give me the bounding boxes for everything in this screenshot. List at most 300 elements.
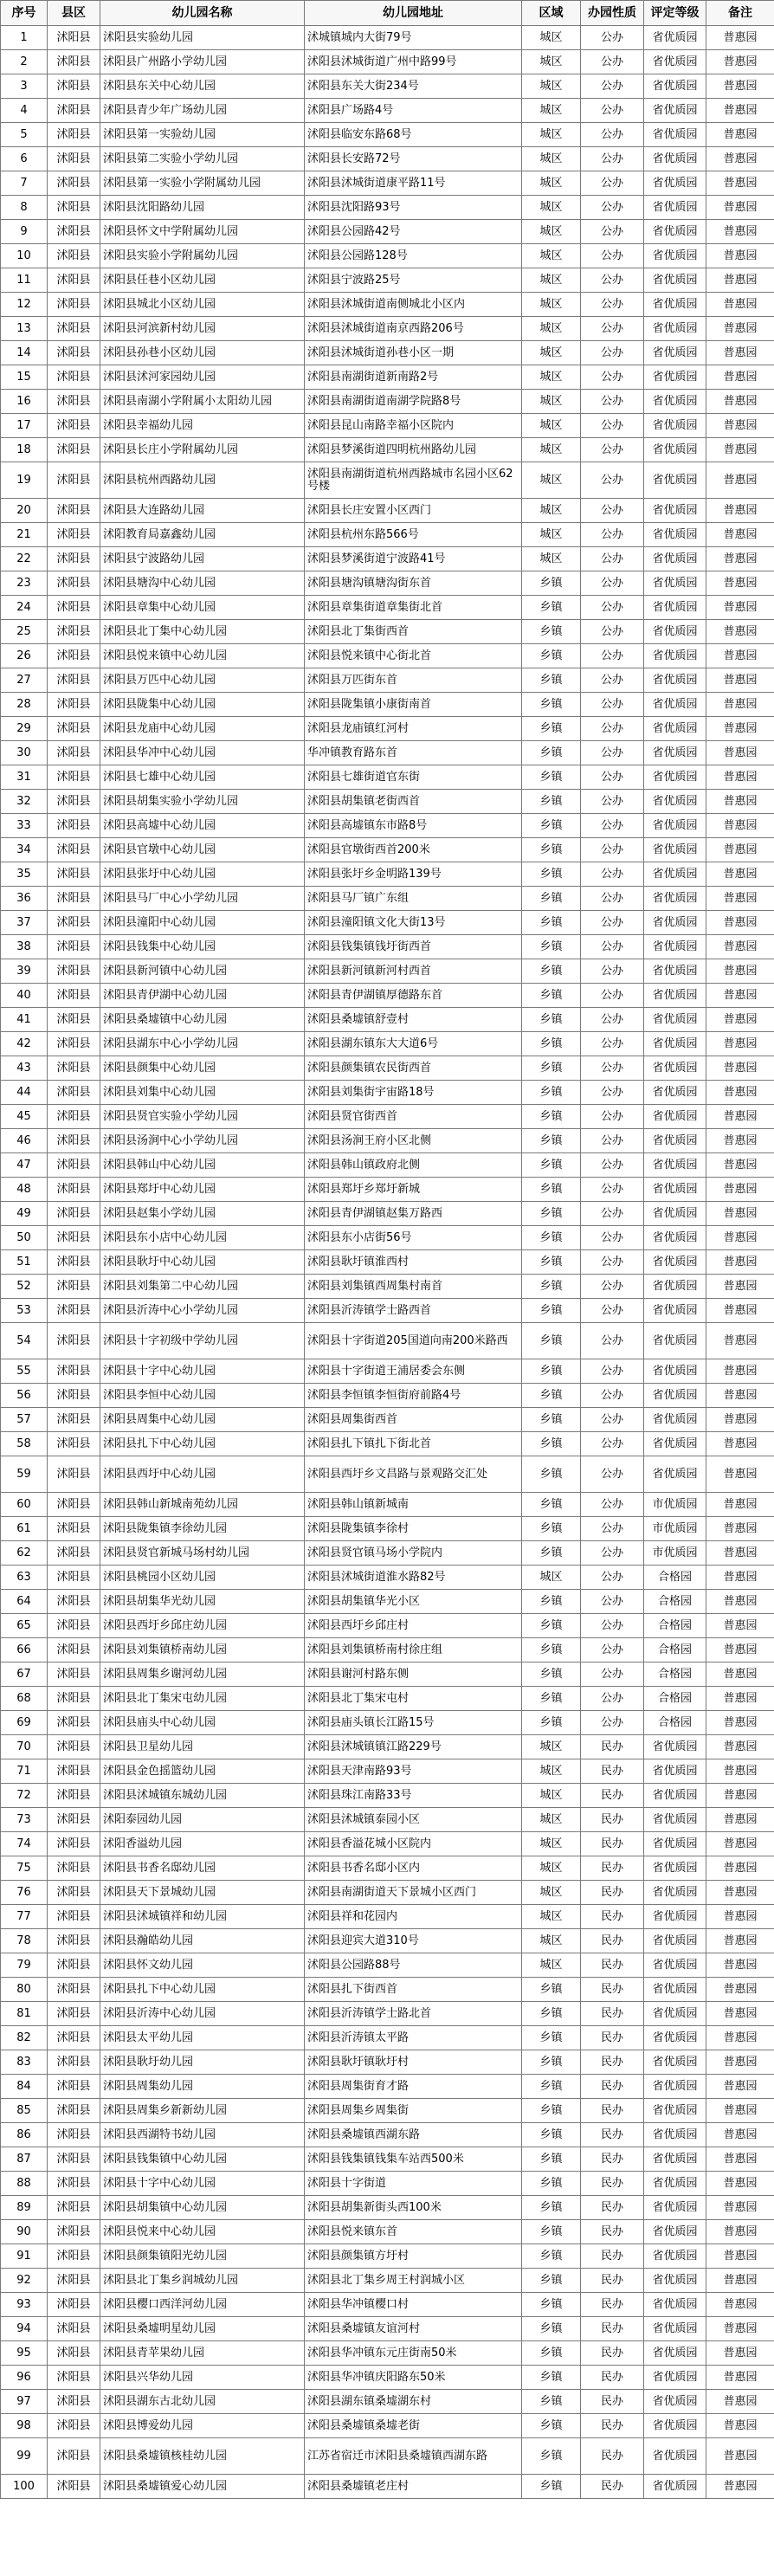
- cell-type: 公办: [581, 341, 644, 365]
- cell-county: 沭阳县: [48, 2147, 100, 2172]
- cell-type: 民办: [581, 1905, 644, 1929]
- cell-address: 沭阳县青伊湖镇厚德路东首: [305, 984, 522, 1008]
- table-row: [1, 984, 774, 1008]
- cell-county: 沭阳县: [48, 2026, 100, 2050]
- table-row: [1, 717, 774, 741]
- cell-county: 沭阳县: [48, 1129, 100, 1153]
- cell-level: 省优质园: [644, 571, 706, 596]
- cell-address: 沭阳县华冲镇东元庄街南50米: [305, 2341, 522, 2366]
- cell-type: 公办: [581, 1590, 644, 1614]
- cell-address: 沭阳县西圩乡邱庄村: [305, 1614, 522, 1638]
- table-row: [1, 2050, 774, 2075]
- cell-type: 公办: [581, 887, 644, 911]
- cell-county: 沭阳县: [48, 2414, 100, 2438]
- cell-address: 沭阳县南湖街道新南路2号: [305, 365, 522, 390]
- cell-county: 沭阳县: [48, 741, 100, 765]
- cell-type: 公办: [581, 1408, 644, 1432]
- cell-type: 公办: [581, 196, 644, 220]
- cell-note: 普惠园: [706, 2002, 774, 2026]
- cell-index: 21: [1, 523, 48, 547]
- cell-name: 沭阳县官墩中心幼儿园: [100, 838, 305, 862]
- cell-level: 省优质园: [644, 1153, 706, 1178]
- cell-type: 公办: [581, 1384, 644, 1408]
- cell-index: 72: [1, 1784, 48, 1808]
- cell-note: 普惠园: [706, 741, 774, 765]
- cell-index: 4: [1, 99, 48, 123]
- cell-county: 沭阳县: [48, 1614, 100, 1638]
- table-row: [1, 571, 774, 596]
- cell-name: 沭阳县十字中心幼儿园: [100, 1359, 305, 1384]
- cell-area: 城区: [522, 171, 581, 196]
- cell-name: 沭阳县第一实验幼儿园: [100, 123, 305, 147]
- cell-note: 普惠园: [706, 887, 774, 911]
- cell-level: 省优质园: [644, 547, 706, 571]
- cell-county: 沭阳县: [48, 2244, 100, 2269]
- cell-level: 省优质园: [644, 1202, 706, 1226]
- cell-level: 省优质园: [644, 814, 706, 838]
- table-row: [1, 1153, 774, 1178]
- cell-type: 公办: [581, 26, 644, 50]
- cell-type: 公办: [581, 1711, 644, 1735]
- cell-county: 沭阳县: [48, 1953, 100, 1978]
- cell-name: 沭阳县十字中心幼儿园: [100, 2172, 305, 2196]
- cell-county: 沭阳县: [48, 2475, 100, 2499]
- cell-index: 18: [1, 438, 48, 462]
- cell-type: 公办: [581, 1687, 644, 1711]
- table-row: [1, 814, 774, 838]
- cell-index: 36: [1, 887, 48, 911]
- cell-county: 沭阳县: [48, 1008, 100, 1032]
- cell-level: 省优质园: [644, 499, 706, 523]
- cell-name: 沭阳县太平幼儿园: [100, 2026, 305, 2050]
- cell-note: 普惠园: [706, 220, 774, 244]
- cell-note: 普惠园: [706, 244, 774, 268]
- cell-index: 85: [1, 2099, 48, 2123]
- cell-index: 15: [1, 365, 48, 390]
- cell-area: 城区: [522, 147, 581, 171]
- cell-area: 乡镇: [522, 1978, 581, 2002]
- cell-note: 普惠园: [706, 2050, 774, 2075]
- cell-address: 沭阳县塘沟镇塘沟街东首: [305, 571, 522, 596]
- cell-area: 城区: [522, 123, 581, 147]
- cell-type: 公办: [581, 717, 644, 741]
- cell-note: 普惠园: [706, 1905, 774, 1929]
- table-row: [1, 1105, 774, 1129]
- cell-area: 乡镇: [522, 741, 581, 765]
- table-row: [1, 1978, 774, 2002]
- cell-level: 省优质园: [644, 2075, 706, 2099]
- cell-index: 37: [1, 911, 48, 935]
- table-row: [1, 2196, 774, 2220]
- table-row: [1, 1929, 774, 1953]
- cell-index: 8: [1, 196, 48, 220]
- cell-note: 普惠园: [706, 1832, 774, 1856]
- cell-area: 乡镇: [522, 2244, 581, 2269]
- cell-index: 44: [1, 1081, 48, 1105]
- cell-area: 城区: [522, 1905, 581, 1929]
- table-row: [1, 414, 774, 438]
- cell-area: 乡镇: [522, 1687, 581, 1711]
- table-row: [1, 1178, 774, 1202]
- cell-address: 沭阳县南湖街道天下景城小区西门: [305, 1881, 522, 1905]
- cell-index: 73: [1, 1808, 48, 1832]
- table-row: [1, 50, 774, 74]
- cell-name: 沭阳县北丁集中心幼儿园: [100, 620, 305, 644]
- cell-name: 沭阳县城北小区幼儿园: [100, 293, 305, 317]
- cell-address: 沭阳县桑墟镇舒壹村: [305, 1008, 522, 1032]
- cell-address: 沭阳县潼阳镇文化大街13号: [305, 911, 522, 935]
- cell-county: 沭阳县: [48, 644, 100, 668]
- table-row: [1, 1953, 774, 1978]
- table-row: [1, 2075, 774, 2099]
- cell-name: 沭阳县瀚皓幼儿园: [100, 1929, 305, 1953]
- cell-note: 普惠园: [706, 1226, 774, 1250]
- cell-note: 普惠园: [706, 547, 774, 571]
- cell-name: 沭阳县胡集实验小学幼儿园: [100, 790, 305, 814]
- cell-area: 城区: [522, 523, 581, 547]
- cell-address: 沭阳县扎下镇扎下街北首: [305, 1432, 522, 1456]
- cell-county: 沭阳县: [48, 1456, 100, 1493]
- cell-level: 省优质园: [644, 1056, 706, 1081]
- cell-index: 55: [1, 1359, 48, 1384]
- cell-level: 省优质园: [644, 2269, 706, 2293]
- cell-address: 沭阳县周集街西首: [305, 1408, 522, 1432]
- cell-name: 沭阳县高墟中心幼儿园: [100, 814, 305, 838]
- cell-county: 沭阳县: [48, 1408, 100, 1432]
- table-row: [1, 1808, 774, 1832]
- cell-note: 普惠园: [706, 1153, 774, 1178]
- cell-area: 乡镇: [522, 2196, 581, 2220]
- table-row: [1, 1250, 774, 1275]
- cell-name: 沭阳县龙庙中心幼儿园: [100, 717, 305, 741]
- cell-county: 沭阳县: [48, 1711, 100, 1735]
- cell-index: 39: [1, 959, 48, 984]
- cell-name: 沭阳县沭城镇祥和幼儿园: [100, 1905, 305, 1929]
- cell-area: 乡镇: [522, 2438, 581, 2475]
- cell-address: 沭城镇城内大街79号: [305, 26, 522, 50]
- cell-type: 民办: [581, 2244, 644, 2269]
- cell-note: 普惠园: [706, 717, 774, 741]
- cell-type: 公办: [581, 244, 644, 268]
- cell-area: 城区: [522, 1735, 581, 1759]
- cell-level: 合格园: [644, 1590, 706, 1614]
- cell-name: 沭阳县河滨新村幼儿园: [100, 317, 305, 341]
- table-row: [1, 2414, 774, 2438]
- cell-area: 乡镇: [522, 1614, 581, 1638]
- cell-address: 沭阳县香溢花城小区院内: [305, 1832, 522, 1856]
- cell-area: 乡镇: [522, 2269, 581, 2293]
- cell-note: 普惠园: [706, 620, 774, 644]
- cell-index: 95: [1, 2341, 48, 2366]
- cell-area: 乡镇: [522, 1323, 581, 1359]
- cell-type: 公办: [581, 1105, 644, 1129]
- cell-name: 沭阳县颜集中心幼儿园: [100, 1056, 305, 1081]
- cell-type: 民办: [581, 1735, 644, 1759]
- cell-type: 民办: [581, 2293, 644, 2317]
- cell-address: 沭阳县东关大街234号: [305, 74, 522, 99]
- cell-note: 普惠园: [706, 26, 774, 50]
- cell-index: 48: [1, 1178, 48, 1202]
- cell-name: 沭阳县樱口西洋河幼儿园: [100, 2293, 305, 2317]
- cell-name: 沭阳县沈阳路幼儿园: [100, 196, 305, 220]
- header-cell: 备注: [706, 1, 774, 26]
- cell-note: 普惠园: [706, 1541, 774, 1566]
- cell-county: 沭阳县: [48, 2366, 100, 2390]
- cell-level: 省优质园: [644, 2220, 706, 2244]
- cell-address: 沭阳县高墟镇东市路8号: [305, 814, 522, 838]
- cell-level: 省优质园: [644, 717, 706, 741]
- cell-type: 公办: [581, 50, 644, 74]
- table-row: [1, 390, 774, 414]
- cell-type: 公办: [581, 1614, 644, 1638]
- cell-name: 沭阳县长庄小学附属幼儿园: [100, 438, 305, 462]
- cell-name: 沭阳县第一实验小学附属幼儿园: [100, 171, 305, 196]
- cell-name: 沭阳县桑墟镇爱心幼儿园: [100, 2475, 305, 2499]
- cell-address: 沭阳县刘集镇西周集村南首: [305, 1275, 522, 1299]
- cell-area: 城区: [522, 196, 581, 220]
- cell-address: 沭阳县郑圩乡郑圩新城: [305, 1178, 522, 1202]
- cell-level: 省优质园: [644, 1323, 706, 1359]
- table-row: [1, 2147, 774, 2172]
- cell-level: 省优质园: [644, 1978, 706, 2002]
- cell-type: 民办: [581, 1784, 644, 1808]
- cell-level: 省优质园: [644, 123, 706, 147]
- cell-index: 92: [1, 2269, 48, 2293]
- cell-area: 乡镇: [522, 1202, 581, 1226]
- cell-note: 普惠园: [706, 1384, 774, 1408]
- cell-level: 省优质园: [644, 2026, 706, 2050]
- cell-name: 沭阳县周集幼儿园: [100, 2075, 305, 2099]
- cell-note: 普惠园: [706, 1881, 774, 1905]
- table-row: [1, 935, 774, 959]
- cell-area: 乡镇: [522, 1105, 581, 1129]
- cell-index: 35: [1, 862, 48, 887]
- cell-area: 乡镇: [522, 2026, 581, 2050]
- cell-note: 普惠园: [706, 2075, 774, 2099]
- cell-area: 乡镇: [522, 2099, 581, 2123]
- cell-type: 公办: [581, 99, 644, 123]
- cell-county: 沭阳县: [48, 1226, 100, 1250]
- cell-index: 54: [1, 1323, 48, 1359]
- cell-note: 普惠园: [706, 1687, 774, 1711]
- cell-address: 沭阳县长安路72号: [305, 147, 522, 171]
- cell-name: 沭阳县十字初级中学幼儿园: [100, 1323, 305, 1359]
- cell-name: 沭阳县桑墟明星幼儿园: [100, 2317, 305, 2341]
- cell-area: 乡镇: [522, 1153, 581, 1178]
- cell-level: 省优质园: [644, 1226, 706, 1250]
- cell-note: 普惠园: [706, 790, 774, 814]
- cell-area: 乡镇: [522, 1638, 581, 1662]
- cell-county: 沭阳县: [48, 2438, 100, 2475]
- cell-note: 普惠园: [706, 1359, 774, 1384]
- cell-address: 沭阳县钱集镇钱圩街西首: [305, 935, 522, 959]
- cell-type: 公办: [581, 1662, 644, 1687]
- cell-area: 乡镇: [522, 693, 581, 717]
- cell-address: 沭阳县胡集新街头西100米: [305, 2196, 522, 2220]
- cell-level: 省优质园: [644, 268, 706, 293]
- cell-note: 普惠园: [706, 2147, 774, 2172]
- cell-index: 49: [1, 1202, 48, 1226]
- cell-note: 普惠园: [706, 984, 774, 1008]
- table-row: [1, 74, 774, 99]
- cell-type: 民办: [581, 1881, 644, 1905]
- cell-level: 省优质园: [644, 911, 706, 935]
- cell-level: 省优质园: [644, 26, 706, 50]
- cell-note: 普惠园: [706, 935, 774, 959]
- cell-level: 省优质园: [644, 1432, 706, 1456]
- cell-county: 沭阳县: [48, 1081, 100, 1105]
- cell-note: 普惠园: [706, 2123, 774, 2147]
- cell-level: 省优质园: [644, 741, 706, 765]
- cell-area: 城区: [522, 293, 581, 317]
- cell-type: 公办: [581, 668, 644, 693]
- cell-index: 81: [1, 2002, 48, 2026]
- cell-index: 45: [1, 1105, 48, 1129]
- cell-type: 公办: [581, 1541, 644, 1566]
- cell-note: 普惠园: [706, 1275, 774, 1299]
- cell-address: 沭阳县龙庙镇红河村: [305, 717, 522, 741]
- cell-type: 公办: [581, 171, 644, 196]
- cell-name: 沭阳县贤官新城马场村幼儿园: [100, 1541, 305, 1566]
- cell-type: 民办: [581, 2414, 644, 2438]
- cell-county: 沭阳县: [48, 668, 100, 693]
- cell-type: 公办: [581, 1032, 644, 1056]
- cell-address: 沭阳县官墩街西首200米: [305, 838, 522, 862]
- cell-type: 公办: [581, 499, 644, 523]
- cell-type: 公办: [581, 620, 644, 644]
- cell-index: 94: [1, 2317, 48, 2341]
- cell-county: 沭阳县: [48, 2293, 100, 2317]
- table-row: [1, 911, 774, 935]
- cell-area: 城区: [522, 499, 581, 523]
- cell-address: 沭阳县梦溪街道宁波路41号: [305, 547, 522, 571]
- cell-type: 公办: [581, 693, 644, 717]
- table-row: [1, 2293, 774, 2317]
- table-row: [1, 1032, 774, 1056]
- cell-index: 61: [1, 1517, 48, 1541]
- cell-type: 民办: [581, 1759, 644, 1784]
- cell-county: 沭阳县: [48, 1153, 100, 1178]
- cell-level: 省优质园: [644, 171, 706, 196]
- cell-area: 乡镇: [522, 1711, 581, 1735]
- cell-area: 城区: [522, 341, 581, 365]
- cell-name: 沭阳县汤涧中心小学幼儿园: [100, 1129, 305, 1153]
- cell-level: 省优质园: [644, 2293, 706, 2317]
- cell-note: 普惠园: [706, 765, 774, 790]
- table-row: [1, 2026, 774, 2050]
- cell-address: 沭阳县杭州东路566号: [305, 523, 522, 547]
- cell-address: 沭阳县刘集街宇宙路18号: [305, 1081, 522, 1105]
- table-row: [1, 1008, 774, 1032]
- header-cell: 区域: [522, 1, 581, 26]
- cell-area: 乡镇: [522, 596, 581, 620]
- cell-address: 沭阳县周集乡周集街: [305, 2099, 522, 2123]
- cell-address: 沭阳县耿圩镇淮西村: [305, 1250, 522, 1275]
- cell-index: 65: [1, 1614, 48, 1638]
- cell-name: 沭阳县李恒中心幼儿园: [100, 1384, 305, 1408]
- cell-note: 普惠园: [706, 668, 774, 693]
- cell-county: 沭阳县: [48, 147, 100, 171]
- cell-name: 沭阳县悦来镇中心幼儿园: [100, 644, 305, 668]
- cell-level: 省优质园: [644, 2172, 706, 2196]
- cell-index: 89: [1, 2196, 48, 2220]
- cell-name: 沭阳县兴华幼儿园: [100, 2366, 305, 2390]
- cell-address: 沭阳县胡集镇老街西首: [305, 790, 522, 814]
- cell-note: 普惠园: [706, 2390, 774, 2414]
- cell-county: 沭阳县: [48, 462, 100, 499]
- cell-name: 沭阳县宁波路幼儿园: [100, 547, 305, 571]
- cell-level: 省优质园: [644, 1735, 706, 1759]
- cell-county: 沭阳县: [48, 1056, 100, 1081]
- cell-type: 公办: [581, 123, 644, 147]
- cell-county: 沭阳县: [48, 268, 100, 293]
- cell-address: 沭阳县湖东镇桑墟湖东村: [305, 2390, 522, 2414]
- cell-address: 沭阳县十字街道王浦居委会东侧: [305, 1359, 522, 1384]
- cell-level: 省优质园: [644, 293, 706, 317]
- cell-name: 沭阳县西圩乡邱庄幼儿园: [100, 1614, 305, 1638]
- cell-note: 普惠园: [706, 438, 774, 462]
- cell-county: 沭阳县: [48, 571, 100, 596]
- cell-area: 乡镇: [522, 1590, 581, 1614]
- table-row: [1, 596, 774, 620]
- cell-level: 省优质园: [644, 935, 706, 959]
- cell-level: 省优质园: [644, 644, 706, 668]
- cell-note: 普惠园: [706, 317, 774, 341]
- cell-index: 76: [1, 1881, 48, 1905]
- cell-county: 沭阳县: [48, 341, 100, 365]
- cell-type: 公办: [581, 790, 644, 814]
- table-row: [1, 2172, 774, 2196]
- cell-name: 沭阳县华冲中心幼儿园: [100, 741, 305, 765]
- cell-name: 沭阳县陇集中心幼儿园: [100, 693, 305, 717]
- cell-address: 沭阳县沈阳路93号: [305, 196, 522, 220]
- cell-area: 乡镇: [522, 1226, 581, 1250]
- cell-name: 沭阳县贤官实验小学幼儿园: [100, 1105, 305, 1129]
- cell-level: 合格园: [644, 1711, 706, 1735]
- cell-name: 沭阳县周集乡谢河幼儿园: [100, 1662, 305, 1687]
- table-row: [1, 1056, 774, 1081]
- cell-name: 沭阳县大连路幼儿园: [100, 499, 305, 523]
- cell-level: 省优质园: [644, 50, 706, 74]
- cell-index: 10: [1, 244, 48, 268]
- table-row: [1, 668, 774, 693]
- table-row: [1, 862, 774, 887]
- cell-note: 普惠园: [706, 2244, 774, 2269]
- cell-area: 城区: [522, 220, 581, 244]
- cell-county: 沭阳县: [48, 2075, 100, 2099]
- cell-index: 96: [1, 2366, 48, 2390]
- cell-index: 77: [1, 1905, 48, 1929]
- cell-type: 公办: [581, 1493, 644, 1517]
- cell-county: 沭阳县: [48, 1105, 100, 1129]
- cell-index: 47: [1, 1153, 48, 1178]
- cell-note: 普惠园: [706, 693, 774, 717]
- table-row: [1, 547, 774, 571]
- cell-area: 乡镇: [522, 1408, 581, 1432]
- cell-address: 沭阳县颜集镇方圩村: [305, 2244, 522, 2269]
- cell-level: 省优质园: [644, 341, 706, 365]
- cell-level: 省优质园: [644, 523, 706, 547]
- cell-address: 沭阳县沭城街道南京西路206号: [305, 317, 522, 341]
- cell-level: 省优质园: [644, 1408, 706, 1432]
- cell-index: 74: [1, 1832, 48, 1856]
- cell-county: 沭阳县: [48, 1735, 100, 1759]
- cell-county: 沭阳县: [48, 1032, 100, 1056]
- table-row: [1, 147, 774, 171]
- cell-level: 合格园: [644, 1638, 706, 1662]
- cell-level: 省优质园: [644, 2317, 706, 2341]
- cell-name: 沭阳县沂涛中心幼儿园: [100, 2002, 305, 2026]
